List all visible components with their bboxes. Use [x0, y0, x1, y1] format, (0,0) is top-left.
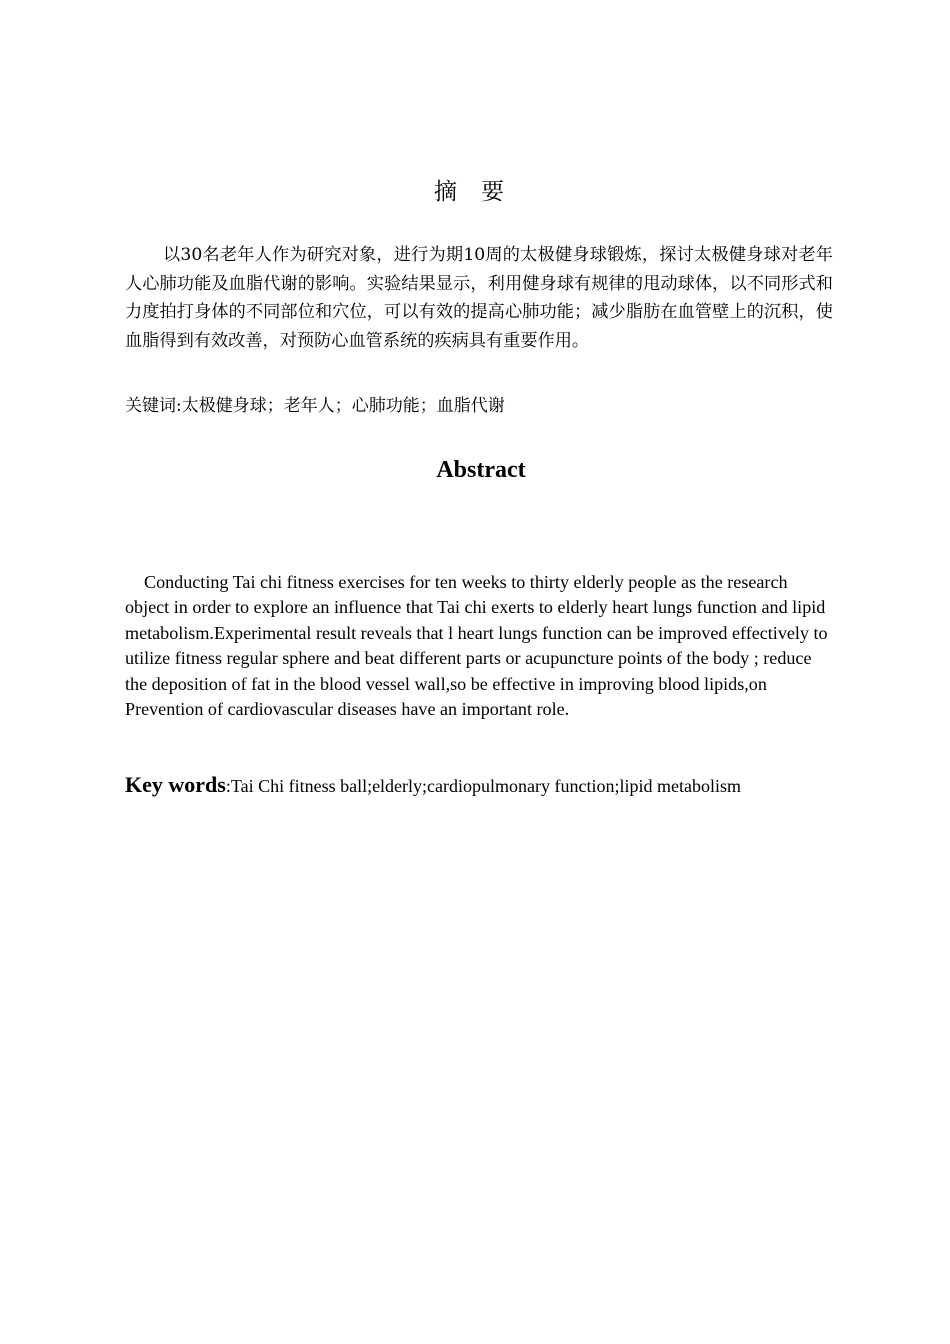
chinese-keywords: 太极健身球；老年人；心肺功能；血脂代谢 — [181, 396, 505, 416]
chinese-abstract-heading: 摘要 — [434, 179, 528, 205]
english-abstract-heading: Abstract — [436, 457, 526, 483]
english-keywords: Tai Chi fitness ball;elderly;cardiopulmonary function;lipid metabolism — [230, 776, 741, 796]
chinese-abstract-body: 以30名老年人作为研究对象，进行为期10周的太极健身球锻炼，探讨太极健身球对老年人心肺功能及血脂代谢的影响。实验结果显示，利用健身球有规律的甩动球体，以不同形式和力度拍打身体的不同部位和穴位，可以有效的提高心肺功能；减少脂肪在血管壁上的沉积，使血脂得到有效改善，对预防心血管系统的疾病具有重要作用。 — [125, 245, 833, 351]
chinese-keywords-line — [125, 392, 833, 420]
english-abstract-body: Conducting Tai chi fitness exercises for ten weeks to thirty elderly people as the research object in order to explore an influence that Tai chi exerts to elderly heart lungs function and lipid metabolism.Experimental result reveals that l heart lungs function can be improved effectively to utilize fitness regular sphere and beat different parts or acupuncture points of the body ; reduce the deposition of fat in the blood vessel wall,so be effective in improving blood lipids,on Prevention of cardiovascular diseases have an important role. — [125, 572, 828, 720]
chinese-keywords-separator: : — [176, 396, 182, 416]
english-keywords-label: Key words — [125, 772, 226, 797]
english-keywords-separator: : — [225, 776, 231, 796]
english-keywords-line — [125, 770, 845, 801]
chinese-keywords-label: 关键词 — [125, 396, 176, 416]
